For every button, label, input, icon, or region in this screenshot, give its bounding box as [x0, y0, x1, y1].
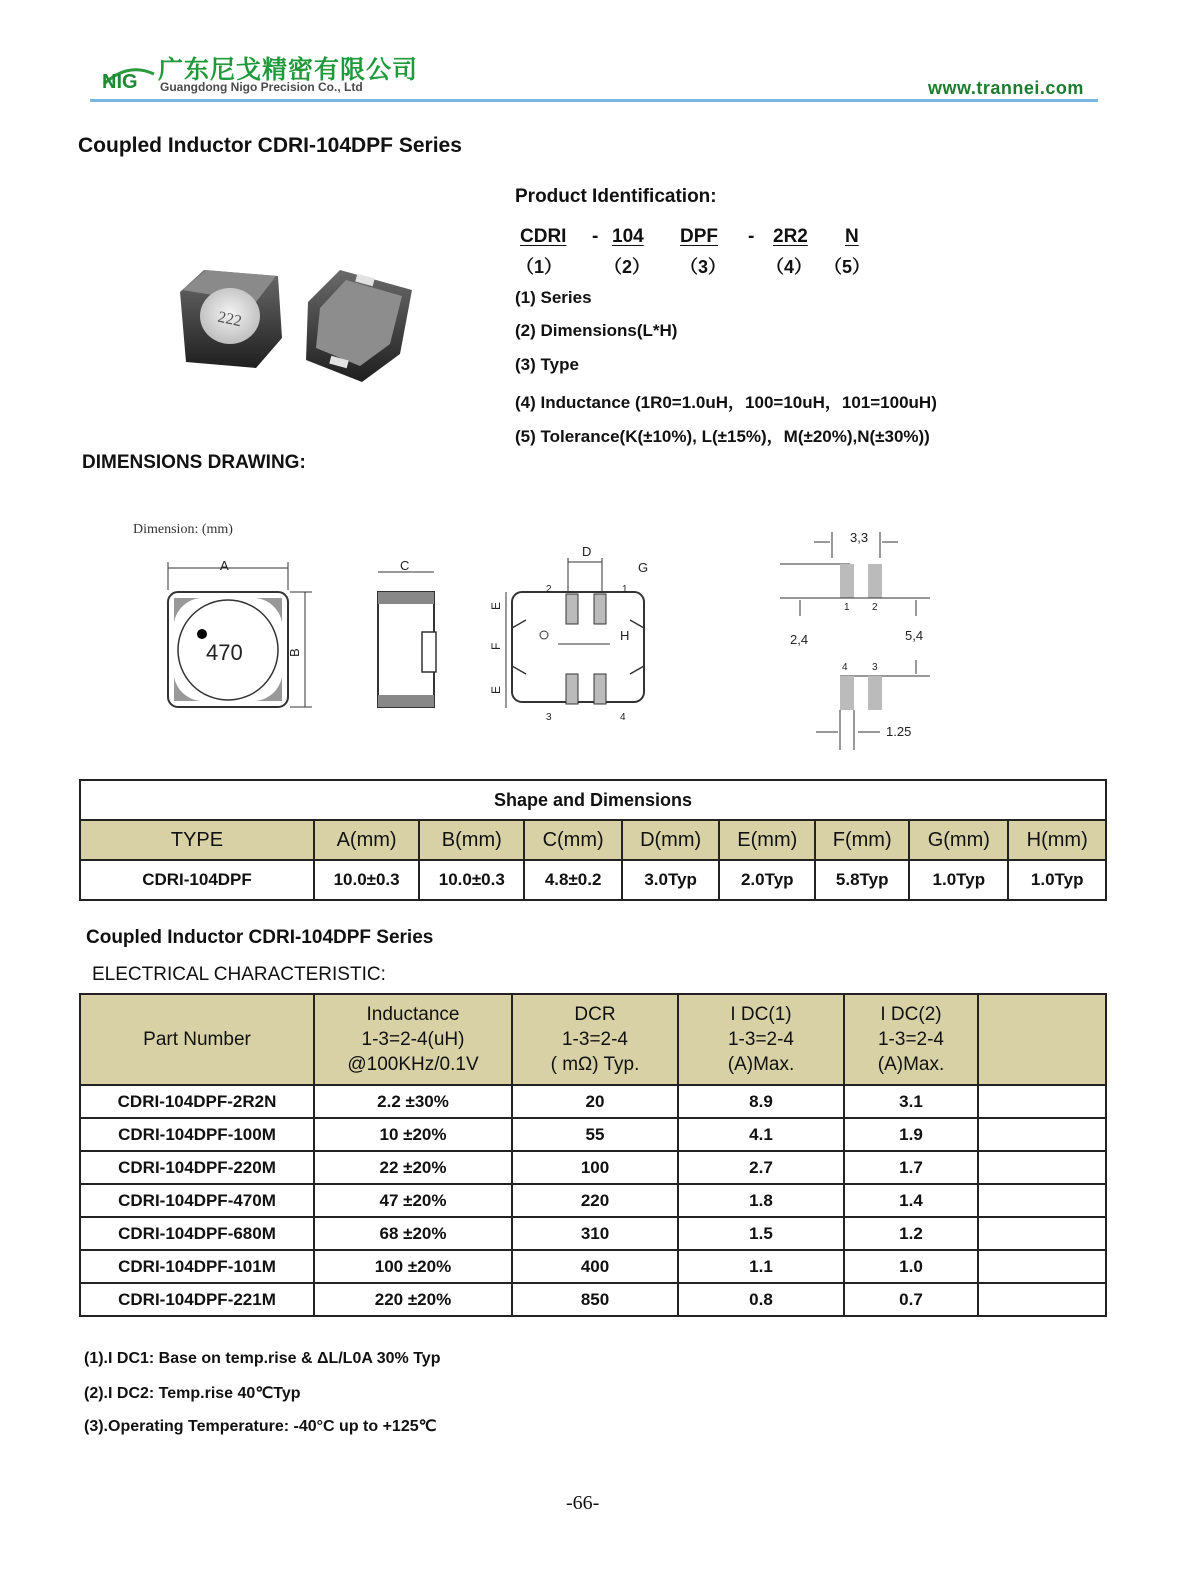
code-type: DPF: [680, 226, 718, 247]
table-row: [80, 1184, 1106, 1217]
cell: 1.4: [844, 1184, 978, 1217]
cell: 4.8±0.2: [524, 860, 622, 900]
cell: 220: [512, 1184, 678, 1217]
label-b: B: [287, 648, 302, 657]
header-line: (A)Max.: [727, 1054, 795, 1075]
cell: 47 ±20%: [314, 1184, 512, 1217]
cell: 3.1: [844, 1085, 978, 1118]
cell: 68 ±20%: [314, 1217, 512, 1250]
col-header: H(mm): [1008, 820, 1106, 860]
page-title: Coupled Inductor CDRI-104DPF Series: [78, 134, 462, 157]
pad-number: 2: [546, 584, 552, 595]
col-header: D(mm): [622, 820, 720, 860]
cell: 0.7: [844, 1283, 978, 1316]
footprint-gap-left: 2,4: [790, 632, 809, 647]
table-row: [80, 1283, 1106, 1316]
cell: 1.9: [844, 1118, 978, 1151]
code-tolerance: N: [845, 226, 859, 247]
cell: 1.1: [678, 1250, 844, 1283]
table-row: [80, 1085, 1106, 1118]
header-line: Inductance: [366, 1004, 460, 1025]
pad-number: 1: [844, 602, 850, 613]
col-header: TYPE: [80, 820, 314, 860]
dimensions-drawing: [150, 530, 950, 760]
label-e: E: [489, 685, 503, 694]
cell: 20: [512, 1085, 678, 1118]
col-header: E(mm): [719, 820, 815, 860]
label-g: G: [638, 560, 649, 575]
electrical-rows: [80, 1085, 1106, 1316]
cell: CDRI-104DPF-470M: [80, 1184, 314, 1217]
page-number: -66-: [566, 1492, 600, 1514]
cell: 1.0: [844, 1250, 978, 1283]
cell: 2.2 ±30%: [314, 1085, 512, 1118]
table-row: [80, 860, 1106, 900]
cell: 8.9: [678, 1085, 844, 1118]
cell: 10.0±0.3: [314, 860, 419, 900]
cell: 55: [512, 1118, 678, 1151]
cell: [978, 1085, 1106, 1118]
table-row: [80, 1118, 1106, 1151]
table-row: [80, 1151, 1106, 1184]
cell: 400: [512, 1250, 678, 1283]
cell: 1.2: [844, 1217, 978, 1250]
header-line: DCR: [574, 1004, 616, 1025]
cell: CDRI-104DPF-680M: [80, 1217, 314, 1250]
header-line: @100KHz/0.1V: [347, 1054, 479, 1075]
pad-number: 4: [620, 712, 626, 723]
cell: 22 ±20%: [314, 1151, 512, 1184]
label-c: C: [400, 558, 410, 573]
footprint-gap-right: 5,4: [905, 628, 924, 643]
cell: CDRI-104DPF-101M: [80, 1250, 314, 1283]
cell: 10.0±0.3: [419, 860, 524, 900]
header-line: Part Number: [143, 1029, 251, 1050]
pad-number: 3: [872, 662, 878, 673]
col-header: [314, 994, 512, 1085]
header-line: 1-3=2-4: [877, 1029, 945, 1050]
code-dimensions: 104: [612, 226, 644, 247]
cell: 0.8: [678, 1283, 844, 1316]
header-line: 1-3=2-4: [727, 1029, 795, 1050]
pid-item: (1) Series: [515, 288, 592, 307]
cell: [978, 1217, 1106, 1250]
cell: 310: [512, 1217, 678, 1250]
product-identification-heading: Product Identification:: [515, 186, 717, 207]
label-a: A: [220, 558, 229, 573]
label-d: D: [582, 544, 592, 559]
website-link[interactable]: www.trannei.com: [928, 78, 1084, 98]
cell: [978, 1151, 1106, 1184]
cell: 850: [512, 1283, 678, 1316]
pad-number: 1: [622, 584, 628, 595]
code-index: （4）: [766, 257, 813, 277]
shape-table-caption: Shape and Dimensions: [80, 780, 1106, 820]
header-line: 1-3=2-4(uH): [361, 1029, 465, 1050]
cell: 220 ±20%: [314, 1283, 512, 1316]
header-line: 1-3=2-4: [561, 1029, 629, 1050]
cell: 1.8: [678, 1184, 844, 1217]
cell: 1.5: [678, 1217, 844, 1250]
cell: 1.7: [844, 1151, 978, 1184]
dimension-unit-note: Dimension: (mm): [133, 522, 233, 537]
code-index: （5）: [824, 257, 871, 277]
cell: CDRI-104DPF-100M: [80, 1118, 314, 1151]
footprint-pad-spacing: 3,3: [850, 530, 869, 545]
header-line: ( mΩ) Typ.: [550, 1054, 640, 1075]
label-f: F: [489, 642, 503, 650]
pad-number: 3: [546, 712, 552, 723]
cell: 100 ±20%: [314, 1250, 512, 1283]
cell: 1.0Typ: [909, 860, 1008, 900]
col-header: B(mm): [419, 820, 524, 860]
side-view: [378, 558, 436, 707]
label-e: E: [489, 601, 503, 610]
cell: 2.0Typ: [719, 860, 815, 900]
note: (2).I DC2: Temp.rise 40℃Typ: [84, 1385, 301, 1402]
pad-number: 2: [872, 602, 878, 613]
pad-number: 4: [842, 662, 848, 673]
cell: 2.7: [678, 1151, 844, 1184]
logo-text: NIG: [102, 71, 138, 93]
cell: 4.1: [678, 1118, 844, 1151]
electrical-subtitle: ELECTRICAL CHARACTERISTIC:: [92, 964, 386, 985]
footprint-pad-width: 1.25: [886, 724, 912, 739]
note: (3).Operating Temperature: -40°C up to +125℃: [84, 1418, 437, 1435]
code-separator: -: [592, 226, 599, 247]
cell: 5.8Typ: [815, 860, 909, 900]
code-series: CDRI: [520, 226, 567, 247]
col-header: [80, 994, 314, 1085]
top-view-marking: 470: [206, 640, 243, 665]
col-header: [844, 994, 978, 1085]
cell: 100: [512, 1151, 678, 1184]
dimensions-drawing-heading: DIMENSIONS DRAWING:: [82, 452, 306, 473]
code-index: （1）: [516, 257, 563, 277]
pid-item: (2) Dimensions(L*H): [515, 321, 678, 340]
photo-marking: 222: [216, 308, 244, 331]
pid-item: (5) Tolerance(K(±10%), L(±15%)，M(±20%),N(±30%)): [515, 427, 930, 446]
cell: [978, 1184, 1106, 1217]
cell: [978, 1118, 1106, 1151]
electrical-table: [79, 993, 1107, 1317]
company-name-cn: 广东尼戈精密有限公司: [158, 56, 419, 84]
cell: [978, 1283, 1106, 1316]
cell: [978, 1250, 1106, 1283]
cell: CDRI-104DPF-2R2N: [80, 1085, 314, 1118]
header-divider: [90, 99, 1098, 102]
top-view: [168, 558, 312, 707]
table-row: [80, 1250, 1106, 1283]
pcb-footprint: [780, 530, 930, 750]
cell: 3.0Typ: [622, 860, 720, 900]
pid-item: (4) Inductance (1R0=1.0uH，100=10uH，101=100uH): [515, 393, 937, 412]
cell: 1.0Typ: [1008, 860, 1106, 900]
cell: CDRI-104DPF-220M: [80, 1151, 314, 1184]
col-header: A(mm): [314, 820, 419, 860]
note: (1).I DC1: Base on temp.rise & ΔL/L0A 30% Typ: [84, 1350, 441, 1367]
cell: CDRI-104DPF-221M: [80, 1283, 314, 1316]
col-header: G(mm): [909, 820, 1008, 860]
cell: 10 ±20%: [314, 1118, 512, 1151]
code-separator: -: [748, 226, 755, 247]
col-header: C(mm): [524, 820, 622, 860]
header-line: I DC(2): [880, 1004, 942, 1025]
header-line: (A)Max.: [877, 1054, 945, 1075]
label-h: H: [620, 628, 630, 643]
company-logo: [100, 56, 158, 96]
col-header: [978, 994, 1106, 1085]
code-inductance: 2R2: [773, 226, 808, 247]
cell: CDRI-104DPF: [80, 860, 314, 900]
code-index: （2）: [604, 257, 651, 277]
col-header: [512, 994, 678, 1085]
company-name-en: Guangdong Nigo Precision Co., Ltd: [160, 80, 363, 94]
shape-dimensions-table: [79, 779, 1107, 901]
col-header: [678, 994, 844, 1085]
pid-item: (3) Type: [515, 355, 579, 374]
table-row: [80, 1217, 1106, 1250]
product-photo: [170, 262, 420, 387]
electrical-title: Coupled Inductor CDRI-104DPF Series: [86, 927, 434, 948]
header-line: I DC(1): [730, 1004, 792, 1025]
bottom-view: [489, 544, 648, 723]
code-index: （3）: [680, 257, 727, 277]
col-header: F(mm): [815, 820, 909, 860]
